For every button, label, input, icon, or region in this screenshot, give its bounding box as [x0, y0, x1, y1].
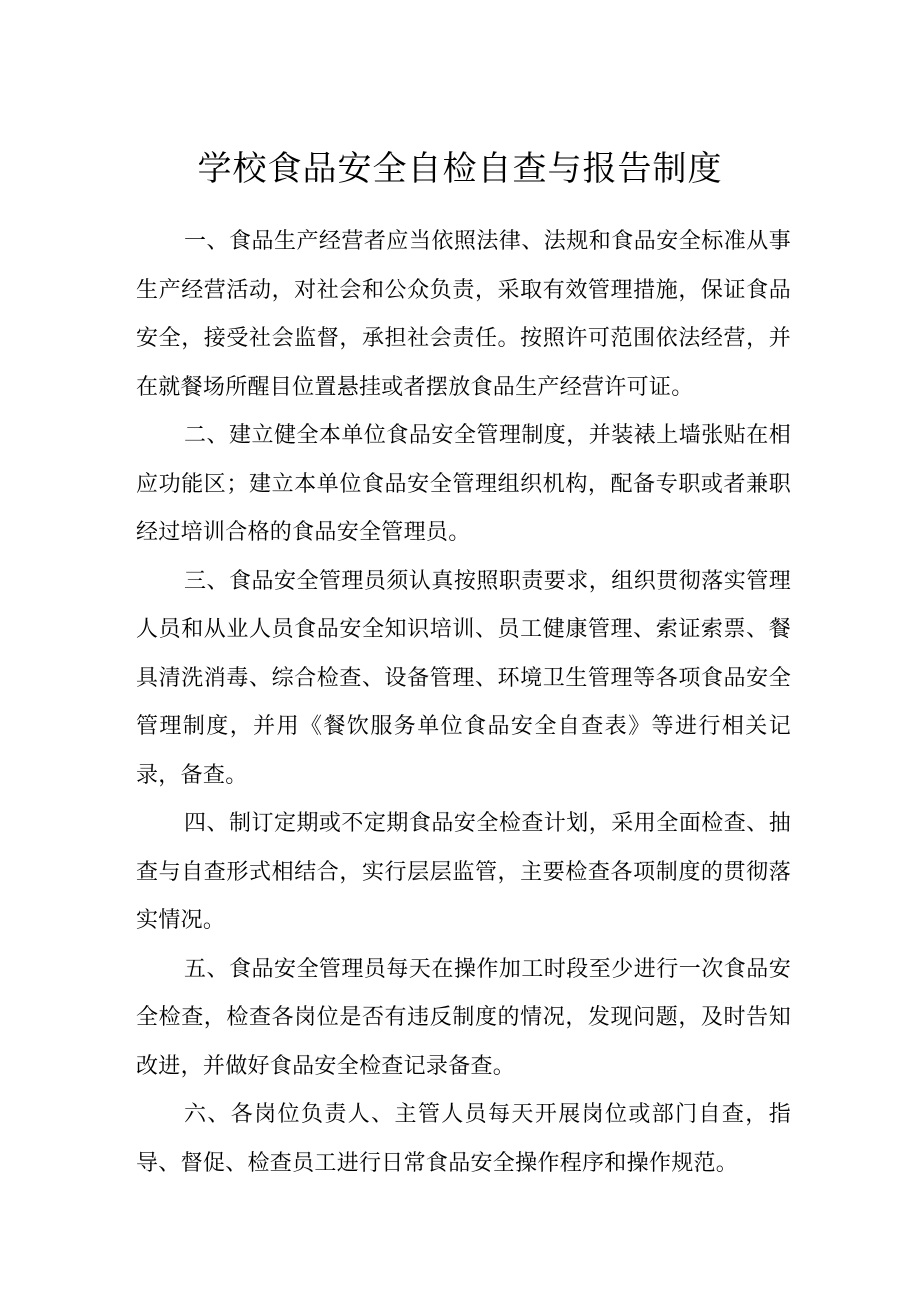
document-body: [136, 218, 791, 1188]
paragraph-6: 六、各岗位负责人、主管人员每天开展岗位或部门自查，指导、督促、检查员工进行日常食品安全操作程序和操作规范。: [136, 1102, 791, 1176]
paragraph-2: 二、建立健全本单位食品安全管理制度，并装裱上墙张贴在相应功能区；建立本单位食品安全管理组织机构，配备专职或者兼职经过培训合格的食品安全管理员。: [136, 423, 791, 545]
document-title: 学校食品安全自检自查与报告制度: [197, 149, 723, 189]
paragraph-3: 三、食品安全管理员须认真按照职责要求，组织贯彻落实管理人员和从业人员食品安全知识培训、员工健康管理、索证索票、餐具清洗消毒、综合检查、设备管理、环境卫生管理等各项食品安全管理制度，并用《餐饮服务单位食品安全自查表》等进行相关记录，备查。: [136, 568, 791, 788]
paragraph-5: 五、食品安全管理员每天在操作加工时段至少进行一次食品安全检查，检查各岗位是否有违反制度的情况，发现问题，及时告知改进，并做好食品安全检查记录备查。: [136, 956, 791, 1079]
paragraph-1: 一、食品生产经营者应当依照法律、法规和食品安全标准从事生产经营活动，对社会和公众负责，采取有效管理措施，保证食品安全，接受社会监督，承担社会责任。按照许可范围依法经营，并在就餐场所醒目位置悬挂或者摆放食品生产经营许可证。: [136, 229, 791, 400]
paragraph-4: 四、制订定期或不定期食品安全检查计划，采用全面检查、抽查与自查形式相结合，实行层层监管，主要检查各项制度的贯彻落实情况。: [136, 811, 791, 933]
